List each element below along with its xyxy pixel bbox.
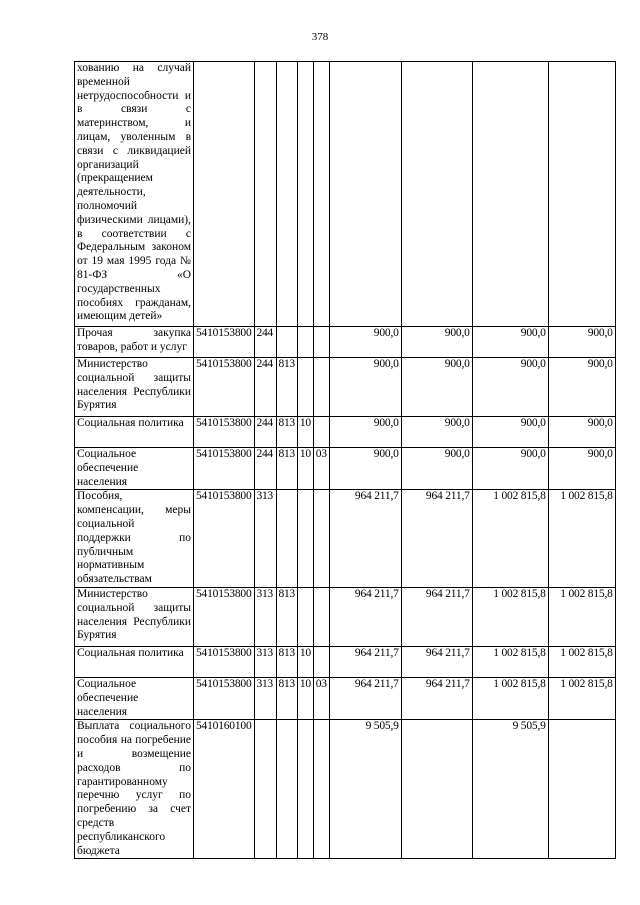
row-amount-2: 900,0 <box>401 327 472 358</box>
row-ministry-code <box>276 490 297 588</box>
row-subsection <box>313 358 329 417</box>
table-row <box>75 448 616 490</box>
row-ministry-code: 813 <box>276 646 297 677</box>
row-amount-2 <box>401 62 472 327</box>
row-expense-type: 244 <box>254 358 276 417</box>
row-amount-3: 1 002 815,8 <box>472 646 548 677</box>
row-amount-1: 9 505,9 <box>329 720 401 859</box>
row-amount-3: 1 002 815,8 <box>472 587 548 646</box>
row-name: Социальная политика <box>75 417 194 448</box>
row-section: 10 <box>297 677 313 719</box>
row-amount-2: 964 211,7 <box>401 646 472 677</box>
row-subsection <box>313 62 329 327</box>
row-amount-1: 900,0 <box>329 417 401 448</box>
row-ministry-code: 813 <box>276 358 297 417</box>
row-subsection <box>313 490 329 588</box>
row-ministry-code: 813 <box>276 448 297 490</box>
table-row <box>75 62 616 327</box>
row-amount-4: 1 002 815,8 <box>548 677 615 719</box>
row-amount-3: 900,0 <box>472 417 548 448</box>
table-row <box>75 417 616 448</box>
row-name: Пособия, компенсации, меры социальной поддержки по публичным нормативным обязательствам <box>75 490 194 588</box>
row-amount-4 <box>548 720 615 859</box>
row-expense-type <box>254 62 276 327</box>
row-ministry-code: 813 <box>276 417 297 448</box>
table-row <box>75 587 616 646</box>
row-amount-1: 964 211,7 <box>329 490 401 588</box>
table-row <box>75 677 616 719</box>
row-section <box>297 327 313 358</box>
row-amount-2: 964 211,7 <box>401 587 472 646</box>
table-row <box>75 490 616 588</box>
row-expense-type: 313 <box>254 490 276 588</box>
row-amount-2 <box>401 720 472 859</box>
row-amount-2: 964 211,7 <box>401 490 472 588</box>
row-subsection <box>313 720 329 859</box>
row-expense-type <box>254 720 276 859</box>
row-amount-1: 900,0 <box>329 448 401 490</box>
row-name: хованию на случай временной нетрудоспособности и в связи с материнством, и лицам, уволенным в связи с ликвидацией организаций (прекращением деятельности, полномочий физическими лицами), в соответствии с Федеральным законом от 19 мая 1995 года № 81-ФЗ «О государственных пособиях гражданам, имеющим детей» <box>75 62 194 327</box>
row-section <box>297 62 313 327</box>
row-amount-2: 900,0 <box>401 358 472 417</box>
row-expense-type: 244 <box>254 327 276 358</box>
row-expense-type: 244 <box>254 448 276 490</box>
row-code: 5410153800 <box>194 490 255 588</box>
row-amount-4: 1 002 815,8 <box>548 587 615 646</box>
row-expense-type: 313 <box>254 677 276 719</box>
row-subsection <box>313 587 329 646</box>
row-amount-1: 964 211,7 <box>329 646 401 677</box>
row-code: 5410153800 <box>194 677 255 719</box>
table-row <box>75 327 616 358</box>
row-subsection: 03 <box>313 677 329 719</box>
row-code: 5410153800 <box>194 646 255 677</box>
row-expense-type: 244 <box>254 417 276 448</box>
row-subsection <box>313 417 329 448</box>
row-amount-2: 900,0 <box>401 417 472 448</box>
table-body <box>75 62 616 859</box>
row-section: 10 <box>297 448 313 490</box>
row-name: Прочая закупка товаров, работ и услуг <box>75 327 194 358</box>
row-name: Социальная политика <box>75 646 194 677</box>
row-section: 10 <box>297 417 313 448</box>
row-amount-4: 1 002 815,8 <box>548 646 615 677</box>
row-subsection: 03 <box>313 448 329 490</box>
row-amount-4: 900,0 <box>548 358 615 417</box>
row-code: 5410153800 <box>194 448 255 490</box>
row-code: 5410160100 <box>194 720 255 859</box>
row-amount-2: 964 211,7 <box>401 677 472 719</box>
row-ministry-code <box>276 62 297 327</box>
row-amount-4: 900,0 <box>548 417 615 448</box>
row-amount-4: 900,0 <box>548 448 615 490</box>
row-amount-3: 1 002 815,8 <box>472 677 548 719</box>
row-name: Социальное обеспечение населения <box>75 448 194 490</box>
row-amount-1: 900,0 <box>329 327 401 358</box>
row-amount-4 <box>548 62 615 327</box>
row-amount-1: 964 211,7 <box>329 587 401 646</box>
row-section <box>297 358 313 417</box>
row-ministry-code: 813 <box>276 677 297 719</box>
row-code <box>194 62 255 327</box>
row-amount-4: 900,0 <box>548 327 615 358</box>
row-name: Министерство социальной защиты населения Республики Бурятия <box>75 587 194 646</box>
row-amount-2: 900,0 <box>401 448 472 490</box>
row-amount-1: 964 211,7 <box>329 677 401 719</box>
row-name: Социальное обеспечение населения <box>75 677 194 719</box>
table-row <box>75 646 616 677</box>
row-amount-3: 900,0 <box>472 327 548 358</box>
budget-table <box>74 61 616 859</box>
table-row <box>75 720 616 859</box>
row-amount-4: 1 002 815,8 <box>548 490 615 588</box>
row-subsection <box>313 646 329 677</box>
row-expense-type: 313 <box>254 646 276 677</box>
row-section <box>297 720 313 859</box>
row-section <box>297 490 313 588</box>
row-amount-3: 900,0 <box>472 358 548 417</box>
page-number: 378 <box>311 31 329 43</box>
row-section: 10 <box>297 646 313 677</box>
row-amount-3: 1 002 815,8 <box>472 490 548 588</box>
row-code: 5410153800 <box>194 358 255 417</box>
row-section <box>297 587 313 646</box>
row-subsection <box>313 327 329 358</box>
row-name: Министерство социальной защиты населения Республики Бурятия <box>75 358 194 417</box>
row-ministry-code <box>276 720 297 859</box>
row-code: 5410153800 <box>194 417 255 448</box>
row-amount-3: 9 505,9 <box>472 720 548 859</box>
row-expense-type: 313 <box>254 587 276 646</box>
table-row <box>75 358 616 417</box>
row-amount-3 <box>472 62 548 327</box>
row-code: 5410153800 <box>194 327 255 358</box>
row-ministry-code: 813 <box>276 587 297 646</box>
row-amount-1 <box>329 62 401 327</box>
row-amount-3: 900,0 <box>472 448 548 490</box>
row-name: Выплата социального пособия на погребение и возмещение расходов по гарантированному перечню услуг по погребению за счет средств республиканского бюджета <box>75 720 194 859</box>
row-amount-1: 900,0 <box>329 358 401 417</box>
row-code: 5410153800 <box>194 587 255 646</box>
row-ministry-code <box>276 327 297 358</box>
